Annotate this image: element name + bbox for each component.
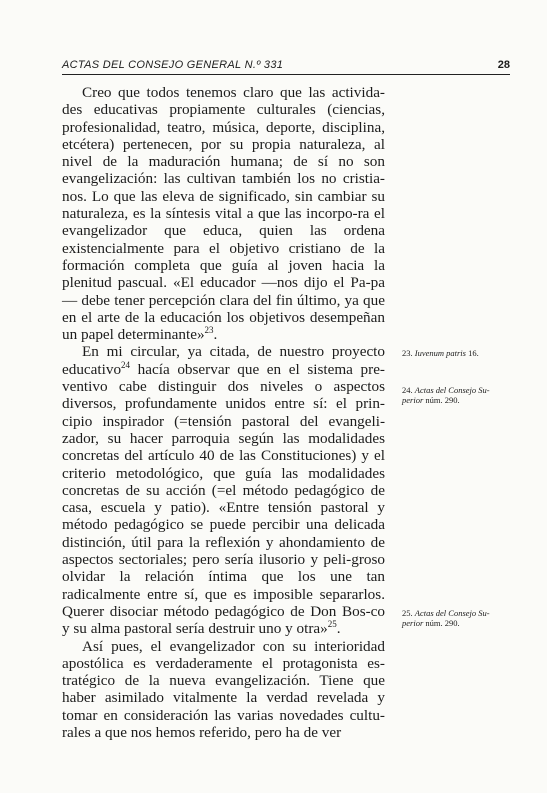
running-header: [62, 58, 510, 75]
note-number: 24.: [402, 385, 413, 395]
paragraph-1: [62, 84, 385, 343]
paragraph-2-text-a: En mi circular, ya citada, de nuestro proyecto educativo: [62, 343, 385, 378]
side-note-25: [402, 608, 510, 628]
paragraph-1-end: .: [213, 326, 218, 344]
side-note-24: [402, 385, 510, 405]
paragraph-2-text-b: hacía observar que en el sistema pre-ventivo cabe distinguir dos niveles o aspectos diversos, profundamente unidos entre sí: el prin-cipio inspirador (=tensión pastoral del evangeli-zador, su hacer parroquia según las modalidades concretas del artículo 40 de las Constituciones) y el criterio metodológico, que guía las modalidades concretas de su acción (=el método pedagógico de casa, escuela y patio). «Entre tensión pastoral y método pedagógico se puede percibir una delicada distinción, útil para la reflexión y ahondamiento de aspectos sectoriales; pero sería ilusorio y peli-groso olvidar la relación íntima que los une tan radicalmente entre sí, que es imposible separarlos. Querer disociar método pedagógico de Don Bos-co y su alma pastoral sería destruir uno y otra»: [62, 360, 385, 638]
note-source: Actas del Consejo Su-perior: [402, 608, 490, 628]
paragraph-2-end: .: [336, 620, 341, 638]
main-text: [62, 84, 385, 741]
footnote-ref-25[interactable]: 25: [327, 619, 337, 630]
note-detail: núm. 290.: [425, 395, 460, 405]
side-note-23: [402, 348, 510, 358]
note-source: Iuvenum patris: [414, 348, 466, 358]
paragraph-3: Así pues, el evangelizador con su interioridad apostólica es verdaderamente el protagonista es-tratégico de la nueva evangelización. Tiene que haber asimilado vitalmente la verdad revelada y tomar en consideración las varias novedades cultu-rales a que nos hemos referido, pero ha de ver: [62, 637, 385, 741]
paragraph-2: [62, 343, 385, 637]
footnote-ref-23[interactable]: 23: [204, 325, 214, 336]
note-detail: 16.: [468, 348, 479, 358]
page-number: 28: [497, 59, 510, 71]
paragraph-1-text: Creo que todos tenemos claro que las activida-des educativas propiamente culturales (ciencias, profesionalidad, teatro, música, deporte, disciplina, etcétera) pertenecen, por su propia naturaleza, al nivel de la maduración humana; de sí no son evangelización: las cultivan también los no cristia-nos. Lo que las eleva de significado, sin cambiar su naturaleza, es la síntesis vital a que las incorpo-ra el evangelizador que educa, quien las ordena existencialmente para el objetivo cristiano de la formación completa que guía al joven hacia la plenitud pascual. «El educador —nos dijo el Pa-pa— debe tener percepción clara del fin último, ya que en el arte de la educación los objetivos desempeñan un papel determinante»: [62, 84, 385, 344]
note-source: Actas del Consejo Su-perior: [402, 385, 490, 405]
note-number: 25.: [402, 608, 413, 618]
footnote-ref-24[interactable]: 24: [121, 359, 131, 370]
note-number: 23.: [402, 348, 413, 358]
note-detail: núm. 290.: [425, 618, 460, 628]
header-title: ACTAS DEL CONSEJO GENERAL N.º 331: [62, 59, 284, 71]
